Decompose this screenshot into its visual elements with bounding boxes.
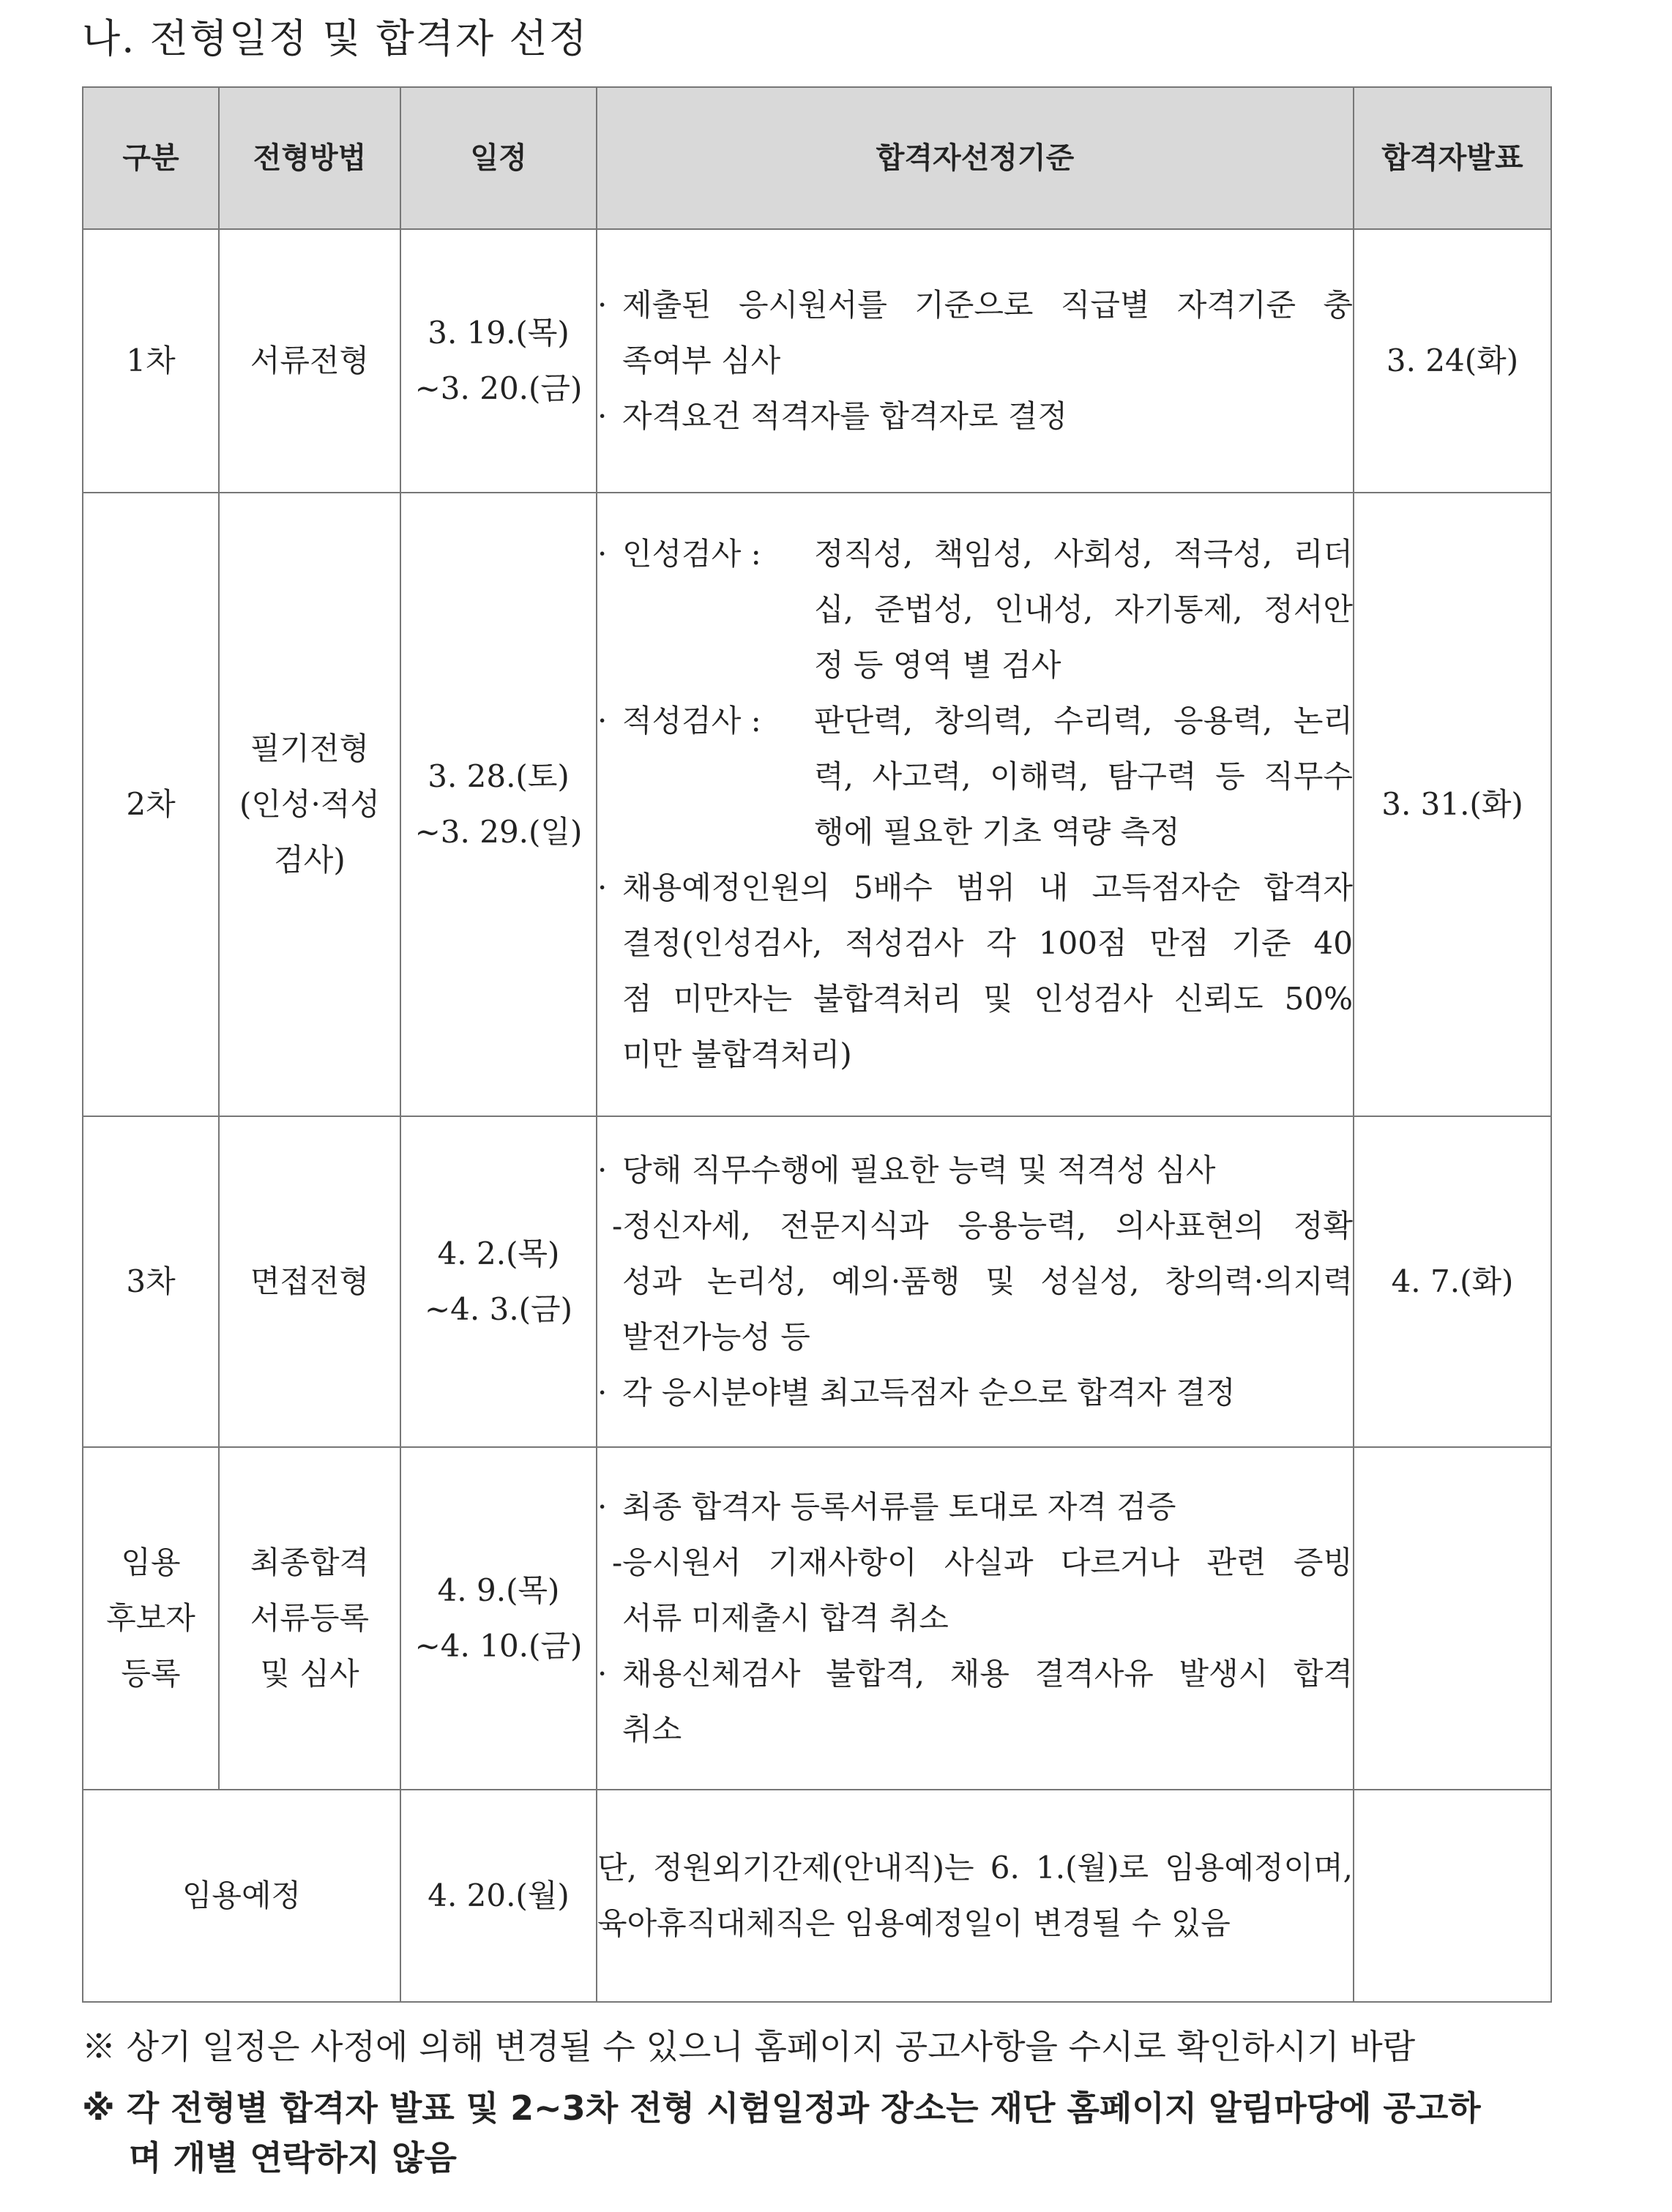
criteria-cell bbox=[597, 493, 1354, 1116]
col-header-criteria: 합격자선정기준 bbox=[597, 87, 1354, 229]
criteria-sub: 발전가능성 등 bbox=[622, 1319, 810, 1355]
schedule-cell bbox=[400, 229, 597, 493]
stage-line: 임용 bbox=[121, 1544, 181, 1580]
criteria-bullet: · 각 응시분야별 최고득점자 순으로 합격자 결정 bbox=[597, 1365, 1353, 1421]
schedule-line: ~3. 29.(일) bbox=[414, 814, 583, 850]
announce-cell bbox=[1354, 1790, 1551, 2002]
method-cell bbox=[219, 229, 400, 493]
criteria-text: 육아휴직대체직은 임용예정일이 변경될 수 있음 bbox=[597, 1905, 1231, 1941]
criteria-bullet: · 자격요건 적격자를 합격자로 결정 bbox=[597, 389, 1353, 444]
stage-line: 후보자 bbox=[106, 1600, 195, 1636]
personality-test-label: · 인성검사 : bbox=[622, 536, 761, 572]
schedule-line: ~4. 3.(금) bbox=[424, 1291, 573, 1327]
stage-cell: 1차 bbox=[83, 229, 219, 493]
method-line: 서류전형 bbox=[250, 343, 370, 378]
schedule-line: 4. 9.(목) bbox=[437, 1572, 560, 1608]
schedule-line: ~3. 20.(금) bbox=[414, 370, 583, 406]
method-line: 필기전형 bbox=[250, 731, 370, 766]
stage-cell: 2차 bbox=[83, 493, 219, 1116]
method-line: 검사) bbox=[274, 842, 346, 878]
stage-cell bbox=[83, 1447, 219, 1790]
aptitude-test-line: 판단력, 창의력, 수리력, 응용력, 논리 bbox=[814, 703, 1353, 739]
criteria-continuation: 족여부 심사 bbox=[622, 343, 781, 378]
schedule-line: ~4. 10.(금) bbox=[414, 1628, 583, 1664]
aptitude-test-line: 행에 필요한 기초 역량 측정 bbox=[814, 814, 1180, 850]
criteria-bullet: · 최종 합격자 등록서류를 토대로 자격 검증 bbox=[597, 1479, 1353, 1535]
section-heading: 나. 전형일정 및 합격자 선정 bbox=[82, 15, 589, 61]
method-cell bbox=[219, 493, 400, 1116]
stage-cell: 3차 bbox=[83, 1116, 219, 1447]
personality-test-item bbox=[597, 526, 1353, 693]
criteria-bullet: · 당해 직무수행에 필요한 능력 및 적격성 심사 bbox=[597, 1143, 1353, 1198]
criteria-continuation: 미만 불합격처리) bbox=[622, 1036, 852, 1072]
method-cell bbox=[219, 1116, 400, 1447]
announcement-note-line: 며 개별 연락하지 않음 bbox=[129, 2138, 457, 2178]
col-header-schedule: 일정 bbox=[400, 87, 597, 229]
criteria-bullet: · 제출된 응시원서를 기준으로 직급별 자격기준 충 bbox=[597, 277, 1353, 333]
schedule-change-note: ※ 상기 일정은 사정에 의해 변경될 수 있으니 홈페이지 공고사항을 수시로 확인하시기 바람 bbox=[82, 2027, 1416, 2066]
criteria-cell bbox=[597, 1790, 1354, 2002]
personality-test-line: 십, 준법성, 인내성, 자기통제, 정서안 bbox=[814, 591, 1353, 627]
personality-test-line: 정직성, 책임성, 사회성, 적극성, 리더 bbox=[814, 536, 1353, 572]
method-line: 서류등록 bbox=[250, 1600, 370, 1636]
criteria-continuation: 결정(인성검사, 적성검사 각 100점 만점 기준 40 bbox=[622, 925, 1353, 961]
method-line: 및 심사 bbox=[260, 1656, 359, 1692]
stage-line: 등록 bbox=[121, 1656, 181, 1692]
aptitude-test-item bbox=[597, 693, 1353, 860]
criteria-cell bbox=[597, 229, 1354, 493]
table-row bbox=[83, 493, 1551, 1116]
criteria-sub: 성과 논리성, 예의·품행 및 성실성, 창의력·의지력 bbox=[622, 1263, 1353, 1299]
announce-cell: 3. 31.(화) bbox=[1354, 493, 1551, 1116]
method-line: 최종합격 bbox=[250, 1544, 370, 1580]
table-row bbox=[83, 1116, 1551, 1447]
method-line: 면접전형 bbox=[250, 1263, 370, 1299]
criteria-text: 단, 정원외기간제(안내직)는 6. 1.(월)로 임용예정이며, bbox=[597, 1850, 1353, 1886]
criteria-sub: -응시원서 기재사항이 사실과 다르거나 관련 증빙 bbox=[612, 1544, 1353, 1580]
schedule-line: 3. 28.(토) bbox=[428, 758, 570, 794]
announce-cell: 4. 7.(화) bbox=[1354, 1116, 1551, 1447]
method-line: (인성·적성 bbox=[239, 786, 381, 822]
aptitude-test-label: · 적성검사 : bbox=[622, 703, 761, 739]
schedule-line: 3. 19.(목) bbox=[428, 315, 570, 351]
col-header-announcement: 합격자발표 bbox=[1354, 87, 1551, 229]
criteria-cell bbox=[597, 1447, 1354, 1790]
schedule-cell: 4. 20.(월) bbox=[400, 1790, 597, 2002]
announcement-note-line: ※ 각 전형별 합격자 발표 및 2~3차 전형 시험일정과 장소는 재단 홈페이지 알림마당에 공고하 bbox=[82, 2088, 1481, 2128]
announcement-note bbox=[82, 2083, 1561, 2183]
criteria-bullet: · 채용신체검사 불합격, 채용 결격사유 발생시 합격 bbox=[597, 1646, 1353, 1702]
criteria-cell bbox=[597, 1116, 1354, 1447]
table-row bbox=[83, 1790, 1551, 2002]
schedule-cell bbox=[400, 1116, 597, 1447]
announce-cell: 3. 24(화) bbox=[1354, 229, 1551, 493]
col-header-method: 전형방법 bbox=[219, 87, 400, 229]
criteria-continuation: 점 미만자는 불합격처리 및 인성검사 신뢰도 50% bbox=[622, 981, 1353, 1017]
personality-test-line: 정 등 영역 별 검사 bbox=[814, 647, 1061, 683]
announce-cell bbox=[1354, 1447, 1551, 1790]
criteria-bullet: · 채용예정인원의 5배수 범위 내 고득점자순 합격자 bbox=[597, 860, 1353, 916]
stage-cell: 임용예정 bbox=[83, 1790, 400, 2002]
aptitude-test-line: 력, 사고력, 이해력, 탐구력 등 직무수 bbox=[814, 758, 1353, 794]
table-header-row bbox=[83, 87, 1551, 229]
criteria-sub: 서류 미제출시 합격 취소 bbox=[622, 1600, 949, 1636]
col-header-category: 구분 bbox=[83, 87, 219, 229]
schedule-table bbox=[82, 86, 1552, 2003]
schedule-cell bbox=[400, 493, 597, 1116]
schedule-cell bbox=[400, 1447, 597, 1790]
table-row bbox=[83, 1447, 1551, 1790]
method-cell bbox=[219, 1447, 400, 1790]
table-row bbox=[83, 229, 1551, 493]
criteria-sub: -정신자세, 전문지식과 응용능력, 의사표현의 정확 bbox=[612, 1208, 1353, 1244]
criteria-continuation: 취소 bbox=[622, 1711, 682, 1747]
schedule-line: 4. 2.(목) bbox=[437, 1236, 560, 1271]
